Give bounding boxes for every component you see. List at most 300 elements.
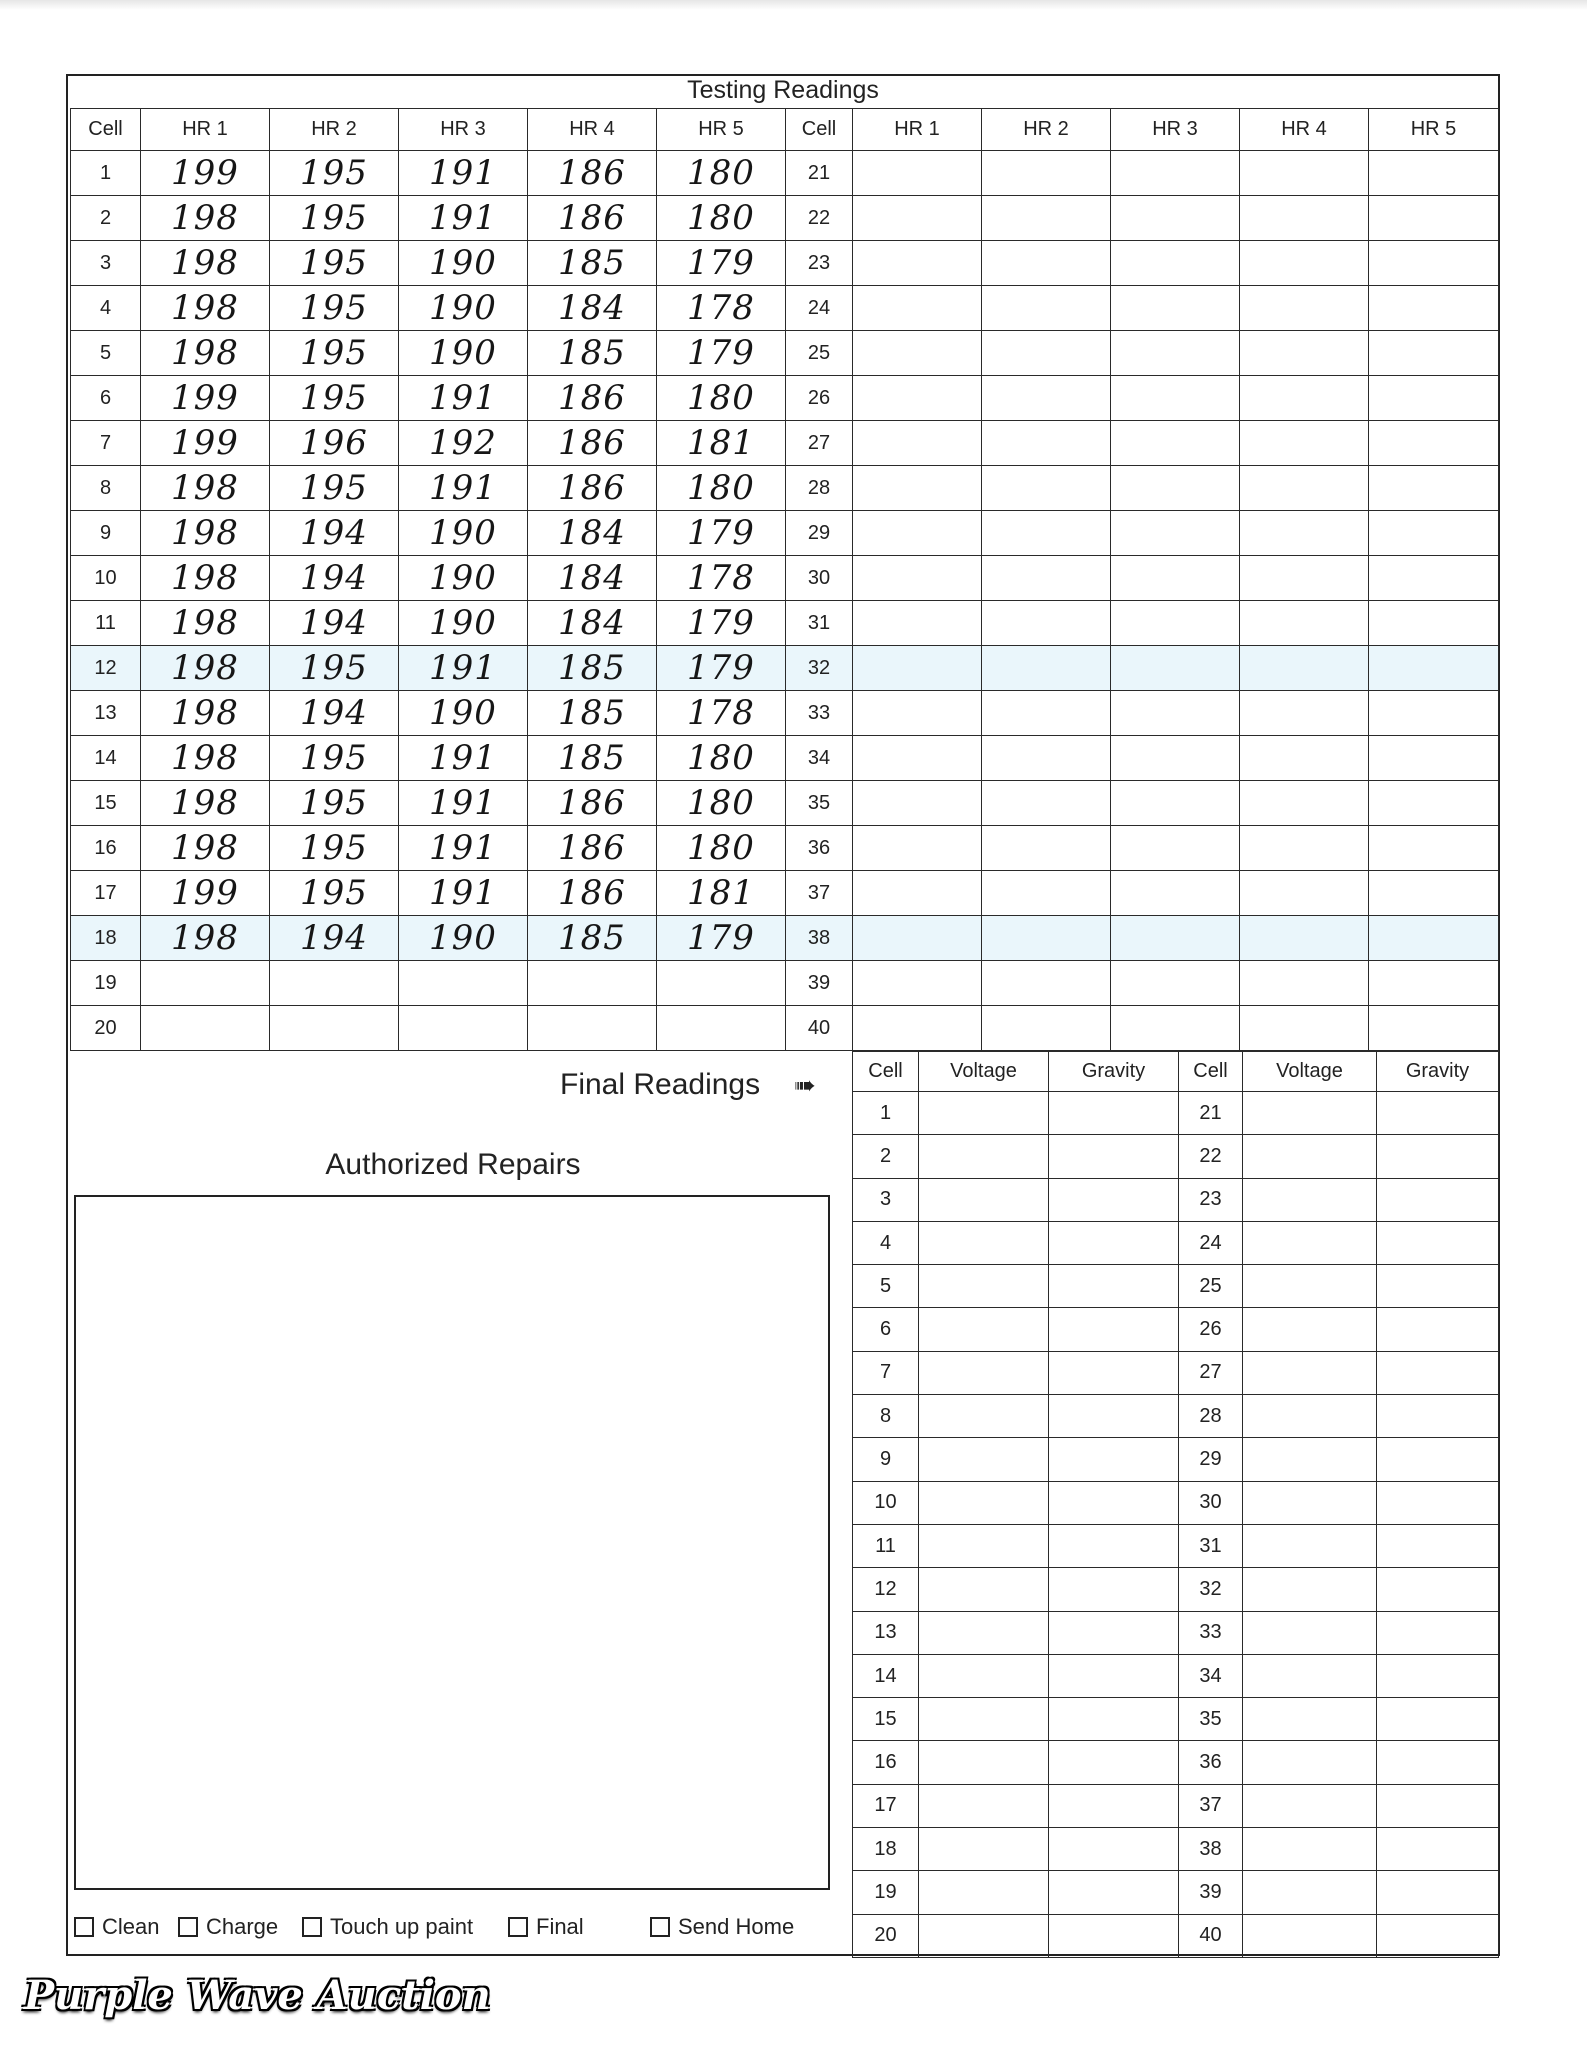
hr-reading[interactable]: 185: [528, 331, 657, 376]
hr-reading-empty[interactable]: [1111, 916, 1240, 961]
hr-reading-empty[interactable]: [853, 916, 982, 961]
hr-reading-empty[interactable]: [1240, 961, 1369, 1006]
hr-reading[interactable]: 180: [657, 826, 786, 871]
hr-reading[interactable]: 194: [270, 691, 399, 736]
gravity-field[interactable]: [1377, 1698, 1499, 1741]
hr-reading[interactable]: 186: [528, 781, 657, 826]
hr-reading[interactable]: 191: [399, 736, 528, 781]
voltage-field[interactable]: [1243, 1914, 1377, 1957]
hr-reading-empty[interactable]: [982, 511, 1111, 556]
cell-number: 35: [1179, 1698, 1243, 1741]
hr-reading[interactable]: 199: [141, 871, 270, 916]
gravity-field[interactable]: [1049, 1828, 1179, 1871]
hr-reading[interactable]: 186: [528, 376, 657, 421]
hr-reading-empty[interactable]: [1240, 196, 1369, 241]
hr-reading[interactable]: 195: [270, 781, 399, 826]
voltage-field[interactable]: [919, 1308, 1049, 1351]
voltage-field[interactable]: [919, 1654, 1049, 1697]
voltage-field[interactable]: [919, 1871, 1049, 1914]
hr-reading-empty[interactable]: [982, 601, 1111, 646]
hr-reading[interactable]: 198: [141, 691, 270, 736]
hr-reading[interactable]: 194: [270, 556, 399, 601]
hr-reading-empty[interactable]: [1111, 331, 1240, 376]
hr-reading-empty[interactable]: [853, 736, 982, 781]
hr-reading-empty[interactable]: [982, 826, 1111, 871]
hr-reading-empty[interactable]: [1240, 286, 1369, 331]
hr-reading[interactable]: 195: [270, 376, 399, 421]
hr-reading-empty[interactable]: [1111, 601, 1240, 646]
hr-reading[interactable]: 190: [399, 331, 528, 376]
cell-number: 1: [853, 1092, 919, 1135]
hr-reading[interactable]: [657, 961, 786, 1006]
hr-reading-empty[interactable]: [1240, 331, 1369, 376]
hr-reading-empty[interactable]: [982, 916, 1111, 961]
hr-reading[interactable]: 191: [399, 466, 528, 511]
hr-reading-empty[interactable]: [1240, 691, 1369, 736]
hr-reading-empty[interactable]: [1369, 151, 1499, 196]
hr-reading[interactable]: 199: [141, 421, 270, 466]
hr-reading-empty[interactable]: [853, 556, 982, 601]
hr-reading[interactable]: 190: [399, 691, 528, 736]
hr-reading-empty[interactable]: [982, 961, 1111, 1006]
hr-reading-empty[interactable]: [1240, 826, 1369, 871]
hr-reading[interactable]: 178: [657, 286, 786, 331]
hr-reading-empty[interactable]: [1111, 466, 1240, 511]
hr-reading[interactable]: 190: [399, 286, 528, 331]
authorized-repairs-box[interactable]: [74, 1195, 830, 1890]
hr-reading-empty[interactable]: [982, 241, 1111, 286]
hr-reading[interactable]: 179: [657, 916, 786, 961]
gravity-field[interactable]: [1049, 1395, 1179, 1438]
voltage-field[interactable]: [919, 1611, 1049, 1654]
hr-reading[interactable]: 186: [528, 421, 657, 466]
hr-reading-empty[interactable]: [1111, 151, 1240, 196]
hr-reading[interactable]: 179: [657, 601, 786, 646]
gravity-field[interactable]: [1377, 1351, 1499, 1394]
hr-reading-empty[interactable]: [1111, 1006, 1240, 1051]
hr-reading[interactable]: 190: [399, 511, 528, 556]
voltage-field[interactable]: [1243, 1308, 1377, 1351]
hr-reading-empty[interactable]: [1240, 421, 1369, 466]
hr-reading-empty[interactable]: [982, 556, 1111, 601]
hr-reading-empty[interactable]: [1240, 241, 1369, 286]
option-send-home[interactable]: [650, 1914, 794, 1940]
gravity-field[interactable]: [1377, 1914, 1499, 1957]
hr-reading[interactable]: 184: [528, 556, 657, 601]
voltage-field[interactable]: [919, 1828, 1049, 1871]
hr-reading[interactable]: 195: [270, 871, 399, 916]
gravity-field[interactable]: [1049, 1178, 1179, 1221]
voltage-field[interactable]: [1243, 1568, 1377, 1611]
hr-reading[interactable]: 191: [399, 826, 528, 871]
hr-reading-empty[interactable]: [1240, 646, 1369, 691]
hr-reading[interactable]: 195: [270, 331, 399, 376]
hr-reading[interactable]: 190: [399, 916, 528, 961]
hr-reading-empty[interactable]: [1369, 196, 1499, 241]
gravity-field[interactable]: [1049, 1568, 1179, 1611]
checkbox-icon[interactable]: [178, 1917, 198, 1937]
option-clean[interactable]: [74, 1914, 159, 1940]
hr-reading[interactable]: 180: [657, 781, 786, 826]
option-charge[interactable]: [178, 1914, 278, 1940]
hr-reading[interactable]: 180: [657, 736, 786, 781]
hr-reading-empty[interactable]: [982, 781, 1111, 826]
cell-number: 30: [1179, 1481, 1243, 1524]
voltage-field[interactable]: [919, 1698, 1049, 1741]
cell-number: 10: [853, 1481, 919, 1524]
hr-reading[interactable]: 186: [528, 826, 657, 871]
hr-reading-empty[interactable]: [982, 331, 1111, 376]
gravity-field[interactable]: [1049, 1698, 1179, 1741]
voltage-field[interactable]: [1243, 1784, 1377, 1827]
hr-reading-empty[interactable]: [1240, 556, 1369, 601]
hr-reading-empty[interactable]: [1369, 916, 1499, 961]
voltage-field[interactable]: [919, 1178, 1049, 1221]
voltage-field[interactable]: [919, 1092, 1049, 1135]
checkbox-icon[interactable]: [74, 1917, 94, 1937]
hr-reading[interactable]: 198: [141, 781, 270, 826]
gravity-field[interactable]: [1377, 1438, 1499, 1481]
hr-reading[interactable]: 198: [141, 601, 270, 646]
hr-reading[interactable]: [141, 961, 270, 1006]
hr-reading-empty[interactable]: [1240, 376, 1369, 421]
hr-reading[interactable]: 181: [657, 871, 786, 916]
hr-reading[interactable]: 186: [528, 466, 657, 511]
voltage-field[interactable]: [1243, 1481, 1377, 1524]
gravity-field[interactable]: [1377, 1611, 1499, 1654]
gravity-field[interactable]: [1377, 1784, 1499, 1827]
hr-reading-empty[interactable]: [1369, 511, 1499, 556]
hr-reading[interactable]: 184: [528, 286, 657, 331]
hr-reading[interactable]: 195: [270, 736, 399, 781]
hr-reading-empty[interactable]: [1369, 781, 1499, 826]
hr-reading-empty[interactable]: [853, 601, 982, 646]
gravity-field[interactable]: [1049, 1092, 1179, 1135]
gravity-field[interactable]: [1377, 1568, 1499, 1611]
hr-reading-empty[interactable]: [982, 871, 1111, 916]
voltage-field[interactable]: [1243, 1698, 1377, 1741]
hr-reading-empty[interactable]: [1240, 871, 1369, 916]
hr-reading[interactable]: 186: [528, 196, 657, 241]
checkbox-icon[interactable]: [508, 1917, 528, 1937]
hr-reading-empty[interactable]: [1369, 601, 1499, 646]
voltage-field[interactable]: [1243, 1092, 1377, 1135]
hr-reading[interactable]: 179: [657, 646, 786, 691]
hr-reading[interactable]: 191: [399, 376, 528, 421]
hr-reading[interactable]: 181: [657, 421, 786, 466]
hr-reading-empty[interactable]: [1369, 961, 1499, 1006]
hr-reading[interactable]: 192: [399, 421, 528, 466]
hr-reading-empty[interactable]: [982, 466, 1111, 511]
gravity-field[interactable]: [1377, 1308, 1499, 1351]
hr-reading-empty[interactable]: [1369, 871, 1499, 916]
gravity-field[interactable]: [1377, 1092, 1499, 1135]
hr-reading[interactable]: 198: [141, 286, 270, 331]
gravity-field[interactable]: [1377, 1741, 1499, 1784]
hr-reading-empty[interactable]: [1111, 646, 1240, 691]
gravity-field[interactable]: [1377, 1654, 1499, 1697]
hr-reading[interactable]: 195: [270, 826, 399, 871]
hr-reading-empty[interactable]: [853, 241, 982, 286]
hr-reading[interactable]: 178: [657, 691, 786, 736]
hr-reading[interactable]: 199: [141, 151, 270, 196]
hr-reading-empty[interactable]: [1369, 736, 1499, 781]
voltage-field[interactable]: [1243, 1828, 1377, 1871]
voltage-field[interactable]: [919, 1524, 1049, 1567]
hr-reading[interactable]: 198: [141, 556, 270, 601]
hr-reading[interactable]: 198: [141, 511, 270, 556]
voltage-field[interactable]: [1243, 1611, 1377, 1654]
hr-reading-empty[interactable]: [1369, 646, 1499, 691]
hr-reading-empty[interactable]: [1369, 1006, 1499, 1051]
option-final[interactable]: [508, 1914, 584, 1940]
hr-reading[interactable]: 184: [528, 601, 657, 646]
hr-reading-empty[interactable]: [1369, 556, 1499, 601]
voltage-field[interactable]: [919, 1351, 1049, 1394]
hr-reading-empty[interactable]: [1240, 511, 1369, 556]
hr-reading[interactable]: 185: [528, 646, 657, 691]
hr-reading-empty[interactable]: [853, 466, 982, 511]
hr-reading[interactable]: [528, 961, 657, 1006]
hr-reading[interactable]: 180: [657, 376, 786, 421]
cell-number: 18: [71, 916, 141, 961]
voltage-field[interactable]: [919, 1741, 1049, 1784]
gravity-field[interactable]: [1377, 1871, 1499, 1914]
hr-reading[interactable]: 180: [657, 151, 786, 196]
hr-reading[interactable]: 196: [270, 421, 399, 466]
voltage-field[interactable]: [919, 1914, 1049, 1957]
hr-reading[interactable]: 198: [141, 331, 270, 376]
checkbox-icon[interactable]: [302, 1917, 322, 1937]
hr-reading[interactable]: 179: [657, 241, 786, 286]
hr-reading[interactable]: 179: [657, 331, 786, 376]
hr-reading[interactable]: 198: [141, 241, 270, 286]
gravity-field[interactable]: [1377, 1265, 1499, 1308]
hr-reading-empty[interactable]: [982, 151, 1111, 196]
hr-reading[interactable]: [528, 1006, 657, 1051]
hr-reading[interactable]: 185: [528, 916, 657, 961]
hr-reading-empty[interactable]: [1111, 511, 1240, 556]
hr-reading-empty[interactable]: [1240, 151, 1369, 196]
gravity-field[interactable]: [1049, 1438, 1179, 1481]
table-row: [71, 466, 1499, 511]
voltage-field[interactable]: [1243, 1741, 1377, 1784]
hr-reading[interactable]: 195: [270, 646, 399, 691]
checkbox-icon[interactable]: [650, 1917, 670, 1937]
hr-reading-empty[interactable]: [1111, 691, 1240, 736]
hr-reading-empty[interactable]: [1369, 331, 1499, 376]
hr-reading-empty[interactable]: [1111, 736, 1240, 781]
hr-reading[interactable]: 195: [270, 196, 399, 241]
gravity-field[interactable]: [1049, 1654, 1179, 1697]
hr-reading[interactable]: 191: [399, 871, 528, 916]
hr-reading-empty[interactable]: [982, 196, 1111, 241]
hr-reading-empty[interactable]: [1240, 916, 1369, 961]
hr-reading-empty[interactable]: [982, 376, 1111, 421]
hr-reading[interactable]: 190: [399, 241, 528, 286]
hr-reading-empty[interactable]: [853, 781, 982, 826]
voltage-field[interactable]: [1243, 1178, 1377, 1221]
hr-reading[interactable]: 185: [528, 691, 657, 736]
hr-reading[interactable]: 191: [399, 151, 528, 196]
hr-reading-empty[interactable]: [1240, 1006, 1369, 1051]
hr-reading[interactable]: 186: [528, 151, 657, 196]
hr-reading[interactable]: 195: [270, 286, 399, 331]
hr-reading-empty[interactable]: [1111, 196, 1240, 241]
hr-reading[interactable]: 198: [141, 826, 270, 871]
hr-reading-empty[interactable]: [1369, 691, 1499, 736]
hr-reading-empty[interactable]: [1111, 376, 1240, 421]
gravity-field[interactable]: [1049, 1524, 1179, 1567]
hr-reading-empty[interactable]: [1369, 826, 1499, 871]
gravity-field[interactable]: [1377, 1524, 1499, 1567]
voltage-field[interactable]: [1243, 1871, 1377, 1914]
voltage-field[interactable]: [919, 1395, 1049, 1438]
voltage-field[interactable]: [1243, 1395, 1377, 1438]
hr-reading-empty[interactable]: [1369, 376, 1499, 421]
hr-reading[interactable]: 190: [399, 556, 528, 601]
hr-reading-empty[interactable]: [1111, 961, 1240, 1006]
hr-reading[interactable]: 194: [270, 916, 399, 961]
hr-reading-empty[interactable]: [1111, 826, 1240, 871]
voltage-field[interactable]: [919, 1438, 1049, 1481]
gravity-field[interactable]: [1049, 1221, 1179, 1264]
purple-wave-logo: Purple Wave Auction: [24, 1972, 491, 2019]
hr-reading[interactable]: 198: [141, 466, 270, 511]
hr-reading-empty[interactable]: [1240, 601, 1369, 646]
gravity-field[interactable]: [1049, 1914, 1179, 1957]
gravity-field[interactable]: [1377, 1135, 1499, 1178]
hr-reading[interactable]: 199: [141, 376, 270, 421]
gravity-field[interactable]: [1049, 1265, 1179, 1308]
hr-reading-empty[interactable]: [1111, 286, 1240, 331]
hr-reading[interactable]: 191: [399, 646, 528, 691]
hr-reading[interactable]: 194: [270, 601, 399, 646]
hr-reading[interactable]: 185: [528, 241, 657, 286]
hr-reading[interactable]: 198: [141, 736, 270, 781]
hr-reading[interactable]: 198: [141, 916, 270, 961]
option-touch-up-paint[interactable]: [302, 1914, 473, 1940]
gravity-field[interactable]: [1377, 1481, 1499, 1524]
hr-reading-empty[interactable]: [1369, 421, 1499, 466]
gravity-field[interactable]: [1049, 1784, 1179, 1827]
hr-reading[interactable]: 191: [399, 781, 528, 826]
voltage-field[interactable]: [1243, 1135, 1377, 1178]
hr-reading[interactable]: [270, 1006, 399, 1051]
table-row: [71, 286, 1499, 331]
hr-reading[interactable]: 179: [657, 511, 786, 556]
gravity-field[interactable]: [1049, 1741, 1179, 1784]
hr-reading-empty[interactable]: [1240, 466, 1369, 511]
voltage-field[interactable]: [1243, 1438, 1377, 1481]
hr-reading[interactable]: [399, 1006, 528, 1051]
hr-reading[interactable]: 195: [270, 151, 399, 196]
gravity-field[interactable]: [1049, 1871, 1179, 1914]
hr-reading-empty[interactable]: [1111, 421, 1240, 466]
hr-reading[interactable]: [657, 1006, 786, 1051]
hr-reading[interactable]: 190: [399, 601, 528, 646]
hr-reading[interactable]: 195: [270, 241, 399, 286]
hr-reading[interactable]: 185: [528, 736, 657, 781]
hr-reading-empty[interactable]: [982, 1006, 1111, 1051]
hr-reading[interactable]: 195: [270, 466, 399, 511]
voltage-field[interactable]: [1243, 1351, 1377, 1394]
hr-reading[interactable]: 198: [141, 196, 270, 241]
hr-reading[interactable]: [141, 1006, 270, 1051]
voltage-field[interactable]: [1243, 1654, 1377, 1697]
gravity-field[interactable]: [1049, 1611, 1179, 1654]
hr-reading[interactable]: 180: [657, 196, 786, 241]
hr-reading-empty[interactable]: [853, 1006, 982, 1051]
hr-reading-empty[interactable]: [1369, 286, 1499, 331]
voltage-field[interactable]: [919, 1135, 1049, 1178]
hr-reading-empty[interactable]: [1111, 556, 1240, 601]
hr-reading-empty[interactable]: [982, 646, 1111, 691]
gravity-field[interactable]: [1049, 1481, 1179, 1524]
voltage-field[interactable]: [1243, 1524, 1377, 1567]
gravity-field[interactable]: [1377, 1221, 1499, 1264]
hr-reading[interactable]: 178: [657, 556, 786, 601]
hr-reading-empty[interactable]: [1240, 736, 1369, 781]
voltage-field[interactable]: [1243, 1221, 1377, 1264]
hr-reading-empty[interactable]: [982, 691, 1111, 736]
hr-reading-empty[interactable]: [853, 151, 982, 196]
hr-reading-empty[interactable]: [853, 286, 982, 331]
hr-reading-empty[interactable]: [1111, 241, 1240, 286]
gravity-field[interactable]: [1377, 1395, 1499, 1438]
hr-reading[interactable]: [399, 961, 528, 1006]
hr-reading-empty[interactable]: [853, 421, 982, 466]
hr-reading-empty[interactable]: [982, 736, 1111, 781]
hr-reading-empty[interactable]: [853, 376, 982, 421]
voltage-field[interactable]: [1243, 1265, 1377, 1308]
hr-reading-empty[interactable]: [1369, 466, 1499, 511]
hr-reading[interactable]: 191: [399, 196, 528, 241]
hr-reading-empty[interactable]: [1369, 241, 1499, 286]
hr-reading-empty[interactable]: [853, 826, 982, 871]
hr-reading-empty[interactable]: [853, 511, 982, 556]
column-header: HR 2: [270, 109, 399, 151]
hr-reading[interactable]: 186: [528, 871, 657, 916]
gravity-field[interactable]: [1377, 1178, 1499, 1221]
hr-reading[interactable]: 180: [657, 466, 786, 511]
hr-reading[interactable]: 184: [528, 511, 657, 556]
hr-reading-empty[interactable]: [853, 196, 982, 241]
hr-reading-empty[interactable]: [1111, 871, 1240, 916]
hr-reading[interactable]: 198: [141, 646, 270, 691]
voltage-field[interactable]: [919, 1568, 1049, 1611]
voltage-field[interactable]: [919, 1265, 1049, 1308]
hr-reading-empty[interactable]: [982, 286, 1111, 331]
hr-reading-empty[interactable]: [853, 646, 982, 691]
gravity-field[interactable]: [1049, 1308, 1179, 1351]
hr-reading[interactable]: [270, 961, 399, 1006]
gravity-field[interactable]: [1377, 1828, 1499, 1871]
hr-reading-empty[interactable]: [853, 331, 982, 376]
hr-reading-empty[interactable]: [853, 961, 982, 1006]
voltage-field[interactable]: [919, 1481, 1049, 1524]
voltage-field[interactable]: [919, 1221, 1049, 1264]
hr-reading-empty[interactable]: [853, 691, 982, 736]
voltage-field[interactable]: [919, 1784, 1049, 1827]
gravity-field[interactable]: [1049, 1351, 1179, 1394]
hr-reading-empty[interactable]: [853, 871, 982, 916]
hr-reading[interactable]: 194: [270, 511, 399, 556]
hr-reading-empty[interactable]: [1111, 781, 1240, 826]
hr-reading-empty[interactable]: [1240, 781, 1369, 826]
gravity-field[interactable]: [1049, 1135, 1179, 1178]
hr-reading-empty[interactable]: [982, 421, 1111, 466]
